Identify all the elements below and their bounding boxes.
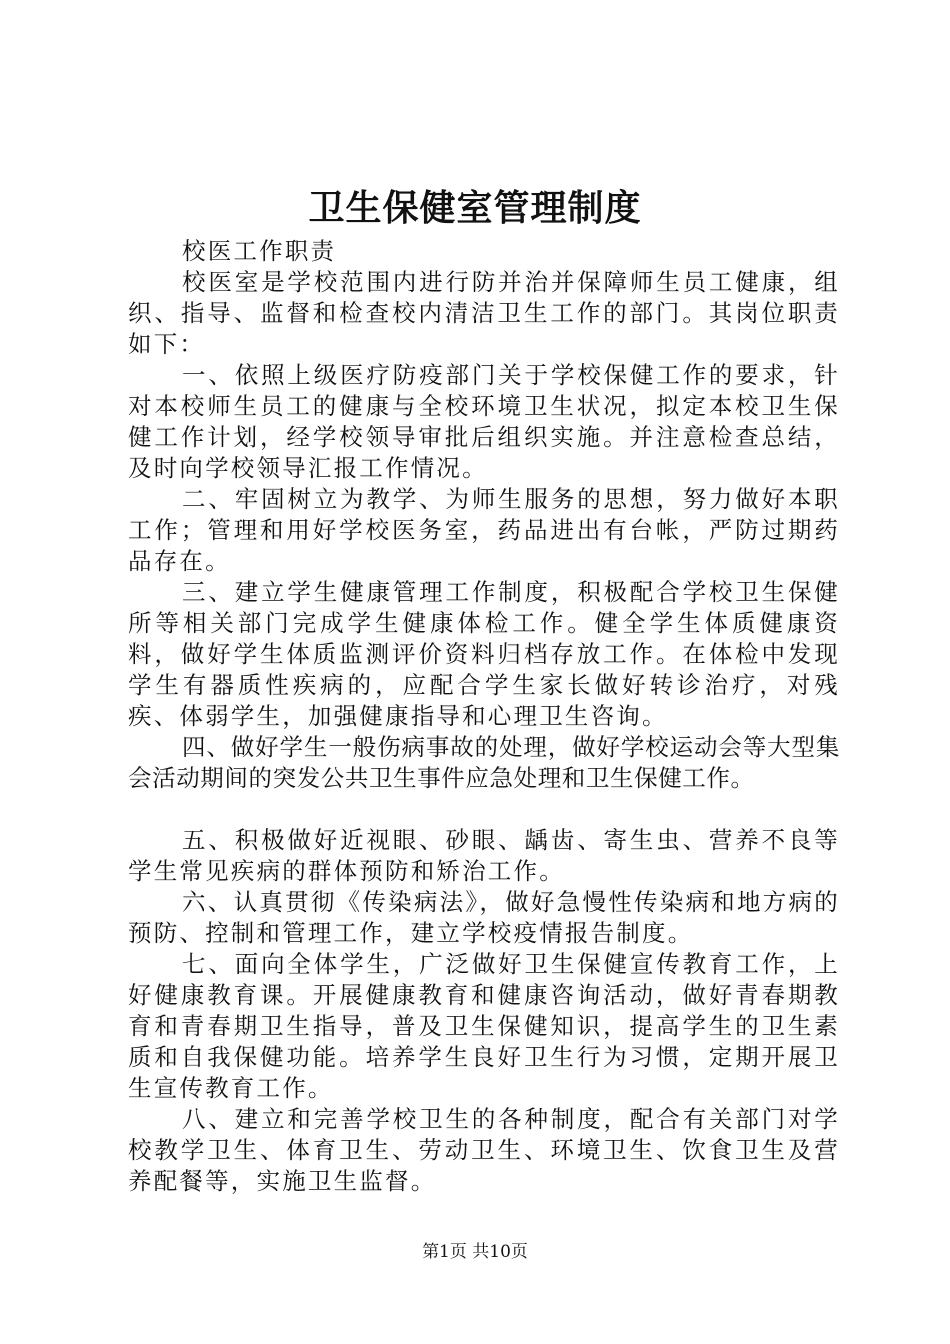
paragraph-heading: 校医工作职责 [182, 237, 337, 265]
paragraph-item-6: 六、认真贯彻《传染病法》，做好急慢性传染病和地方病的预防、控制和管理工作，建立学校疫情报告制度。 [128, 888, 840, 947]
paragraph-intro: 校医室是学校范围内进行防并治并保障师生员工健康，组织、指导、监督和检查校内清洁卫生工作的部门。其岗位职责如下： [128, 268, 840, 358]
document-body [128, 236, 840, 1197]
paragraph-item-2: 二、牢固树立为教学、为师生服务的思想，努力做好本职工作；管理和用好学校医务室，药品进出有台帐，严防过期药品存在。 [128, 485, 840, 575]
paragraph-item-4: 四、做好学生一般伤病事故的处理，做好学校运动会等大型集会活动期间的突发公共卫生事件应急处理和卫生保健工作。 [128, 733, 840, 792]
page-footer: 第1页 共10页 [422, 1242, 528, 1262]
paragraph-item-8: 八、建立和完善学校卫生的各种制度，配合有关部门对学校教学卫生、体育卫生、劳动卫生、环境卫生、饮食卫生及营养配餐等，实施卫生监督。 [128, 1105, 840, 1195]
paragraph-item-1: 一、依照上级医疗防疫部门关于学校保健工作的要求，针对本校师生员工的健康与全校环境卫生状况，拟定本校卫生保健工作计划，经学校领导审批后组织实施。并注意检查总结，及时向学校领导汇报工作情况。 [128, 361, 840, 482]
paragraph-item-5: 五、积极做好近视眼、砂眼、龋齿、寄生虫、营养不良等学生常见疾病的群体预防和矫治工作。 [128, 826, 840, 885]
paragraph-item-7: 七、面向全体学生，广泛做好卫生保健宣传教育工作，上好健康教育课。开展健康教育和健康咨询活动，做好青春期教育和青春期卫生指导，普及卫生保健知识，提高学生的卫生素质和自我保健功能。培养学生良好卫生行为习惯，定期开展卫生宣传教育工作。 [128, 950, 840, 1102]
paragraph-item-3: 三、建立学生健康管理工作制度，积极配合学校卫生保健所等相关部门完成学生健康体检工作。健全学生体质健康资料，做好学生体质监测评价资料归档存放工作。在体检中发现学生有器质性疾病的，应配合学生家长做好转诊治疗，对残疾、体弱学生，加强健康指导和心理卫生咨询。 [128, 578, 840, 730]
blank-line [128, 794, 840, 825]
document-title: 卫生保健室管理制度 [308, 187, 642, 229]
